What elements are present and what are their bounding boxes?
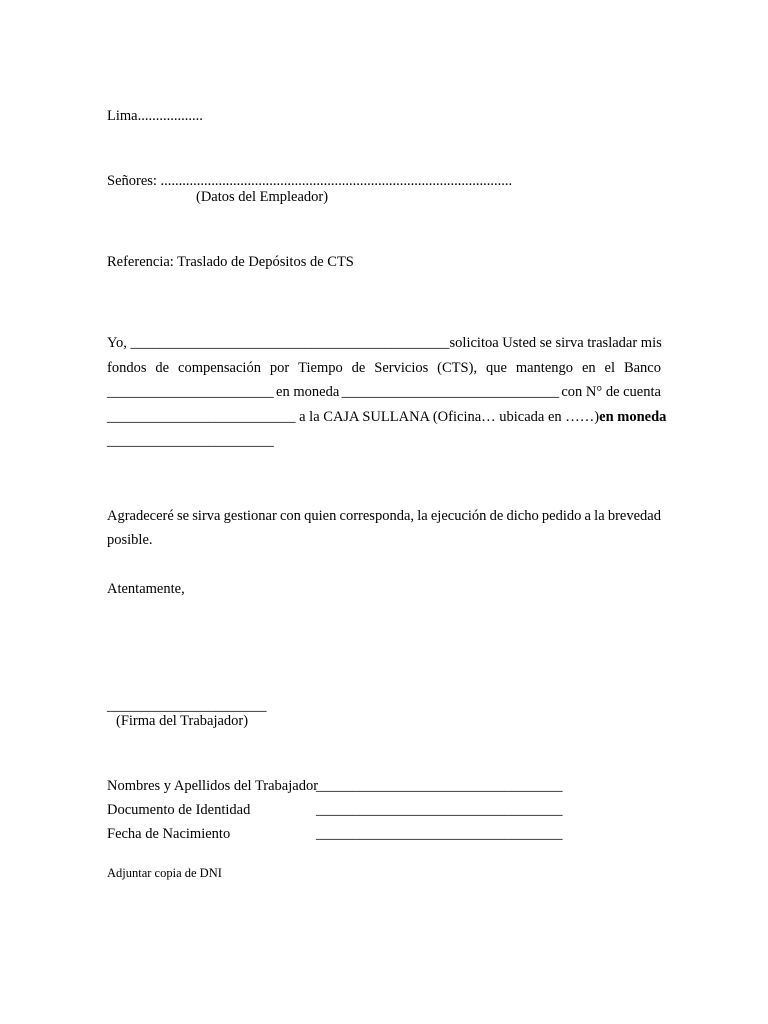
body-text: la xyxy=(417,508,428,524)
body-text: Servicios xyxy=(374,360,429,376)
recipient-line: Señores: ................................................................................................. xyxy=(107,173,513,189)
field-blank-birthdate: __________________________________ xyxy=(316,826,563,842)
body-text: ejecución xyxy=(430,508,487,524)
body-text: pedido xyxy=(541,508,582,524)
reference-line: Referencia: Traslado de Depósitos de CTS xyxy=(107,254,354,270)
closing-line-2: posible. xyxy=(107,532,153,548)
field-label-names: Nombres y Apellidos del Trabajador xyxy=(107,778,319,794)
body-text: Agradeceré xyxy=(107,508,174,524)
body-text: Tiempo xyxy=(298,360,343,376)
body-text: con xyxy=(280,508,301,524)
body-text: la xyxy=(594,508,605,524)
body-text: a Usted se sirva trasladar mis xyxy=(492,335,662,351)
closing-line-1 xyxy=(107,507,661,525)
body-text: solicito xyxy=(449,335,493,351)
salutation: Atentamente, xyxy=(107,581,185,597)
body-text: a xyxy=(584,508,591,524)
body-text: se xyxy=(177,508,190,524)
field-label-birthdate: Fecha de Nacimiento xyxy=(107,826,231,842)
field-label-id: Documento de Identidad xyxy=(107,802,251,818)
body-line-3 xyxy=(107,383,661,401)
body-text: de xyxy=(489,508,504,524)
body-text: con N° de cuenta xyxy=(561,384,661,400)
signature-label: (Firma del Trabajador) xyxy=(116,713,249,729)
body-text: dicho xyxy=(506,508,539,524)
currency-blank: ______________________________ xyxy=(341,384,560,400)
body-text: Yo, ____________________________________________ xyxy=(107,335,450,351)
body-text: Banco xyxy=(623,360,661,376)
field-blank-names: __________________________________ xyxy=(316,778,563,794)
body-text: en moneda xyxy=(276,384,340,400)
bank-blank: _______________________ xyxy=(107,384,274,400)
body-text: brevedad xyxy=(607,508,661,524)
signature-line: ______________________ xyxy=(107,698,267,714)
field-blank-id: __________________________________ xyxy=(316,802,563,818)
body-line-4 xyxy=(107,408,667,426)
footnote: Adjuntar copia de DNI xyxy=(107,866,222,880)
body-line-5: _______________________ xyxy=(107,433,274,449)
body-text-bold: en moneda xyxy=(599,409,667,425)
body-text: gestionar xyxy=(223,508,277,524)
body-text: en xyxy=(581,360,596,376)
body-text: mantengo xyxy=(515,360,574,376)
body-line-1 xyxy=(107,334,661,352)
body-text: sirva xyxy=(192,508,221,524)
body-text: __________________________ a la CAJA SULLANA (Oficina… ubicada en ……) xyxy=(107,409,600,425)
body-line-2 xyxy=(107,359,661,377)
body-text: de xyxy=(155,360,170,376)
place-date: Lima.................. xyxy=(107,108,203,124)
recipient-note: (Datos del Empleador) xyxy=(196,189,329,205)
body-text: de xyxy=(351,360,366,376)
body-text: corresponda, xyxy=(339,508,415,524)
body-text: fondos xyxy=(107,360,147,376)
body-text: que xyxy=(485,360,507,376)
body-text: el xyxy=(604,360,616,376)
body-text: compensación xyxy=(178,360,261,376)
body-text: (CTS), xyxy=(437,360,478,376)
body-text: por xyxy=(269,360,290,376)
body-text: quien xyxy=(304,508,337,524)
